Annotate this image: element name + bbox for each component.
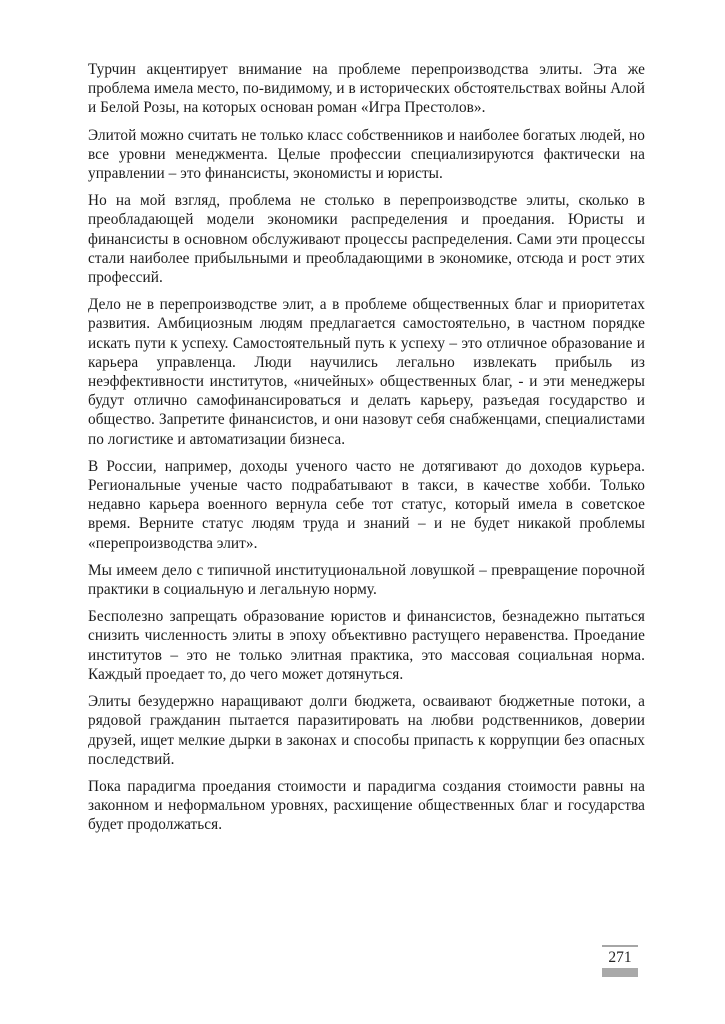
paragraph: Бесполезно запрещать образование юристов и финансистов, безнадежно пытаться снизить численность элиты в эпоху объективно растущего неравенства. Проедание институтов – это не только элитная практика, это массовая социальная норма. Каждый проедает то, до чего может дотянуться.: [88, 608, 645, 683]
paragraph: Дело не в перепроизводстве элит, а в проблеме общественных благ и приоритетах развития. Амбициозным людям предлагается самостоятельно, в частном порядке искать пути к успеху. Самостоятельный путь к успеху – это отличное образование и карьера управленца. Люди научились легально извлекать прибыль из неэффективности институтов, «ничейных» общественных благ, - и эти менеджеры будут отлично самофинансироваться и делать карьеру, разъедая государство и общество. Запретите финансистов, и они назовут себя снабженцами, специалистами по логистике и автоматизации бизнеса.: [88, 296, 645, 448]
text-block: [88, 60, 645, 843]
paragraph: Элитой можно считать не только класс собственников и наиболее богатых людей, но все уровни менеджмента. Целые профессии специализируются фактически на управлении – это финансисты, экономисты и юристы.: [88, 126, 645, 183]
page-number: 271: [608, 949, 632, 966]
paragraph: Турчин акцентирует внимание на проблеме перепроизводства элиты. Эта же проблема имела место, по-видимому, и в исторических обстоятельствах войны Алой и Белой Розы, на которых основан роман «Игра Престолов».: [88, 61, 645, 117]
paragraph: Пока парадигма проедания стоимости и парадигма создания стоимости равны на законном и неформальном уровнях, расхищение общественных благ и государства будет продолжаться.: [88, 777, 645, 834]
paragraph: Мы имеем дело с типичной институциональной ловушкой – превращение порочной практики в социальную и легальную норму.: [88, 561, 645, 599]
page-number-block: [602, 945, 638, 977]
paragraph: Элиты безудержно наращивают долги бюджета, осваивают бюджетные потоки, а рядовой гражданин пытается паразитировать на любви родственников, доверии друзей, ищет мелкие дырки в законах и способы припасть к коррупции без опасных последствий.: [88, 693, 645, 768]
paragraph: Но на мой взгляд, проблема не столько в перепроизводстве элиты, сколько в преобладающей модели экономики распределения и проедания. Юристы и финансисты в основном обслуживают процессы распределения. Сами эти процессы стали наиболее прибыльными и преобладающими в экономике, отсюда и рост этих профессий.: [88, 192, 645, 287]
paragraph: В России, например, доходы ученого часто не дотягивают до доходов курьера. Региональные ученые часто подрабатывают в такси, в качестве хобби. Только недавно карьера военного вернула себе тот статус, который имела в советское время. Верните статус людям труда и знаний – и не будет никакой проблемы «перепроизводства элит».: [88, 457, 645, 552]
page-number-bar: [602, 968, 638, 977]
